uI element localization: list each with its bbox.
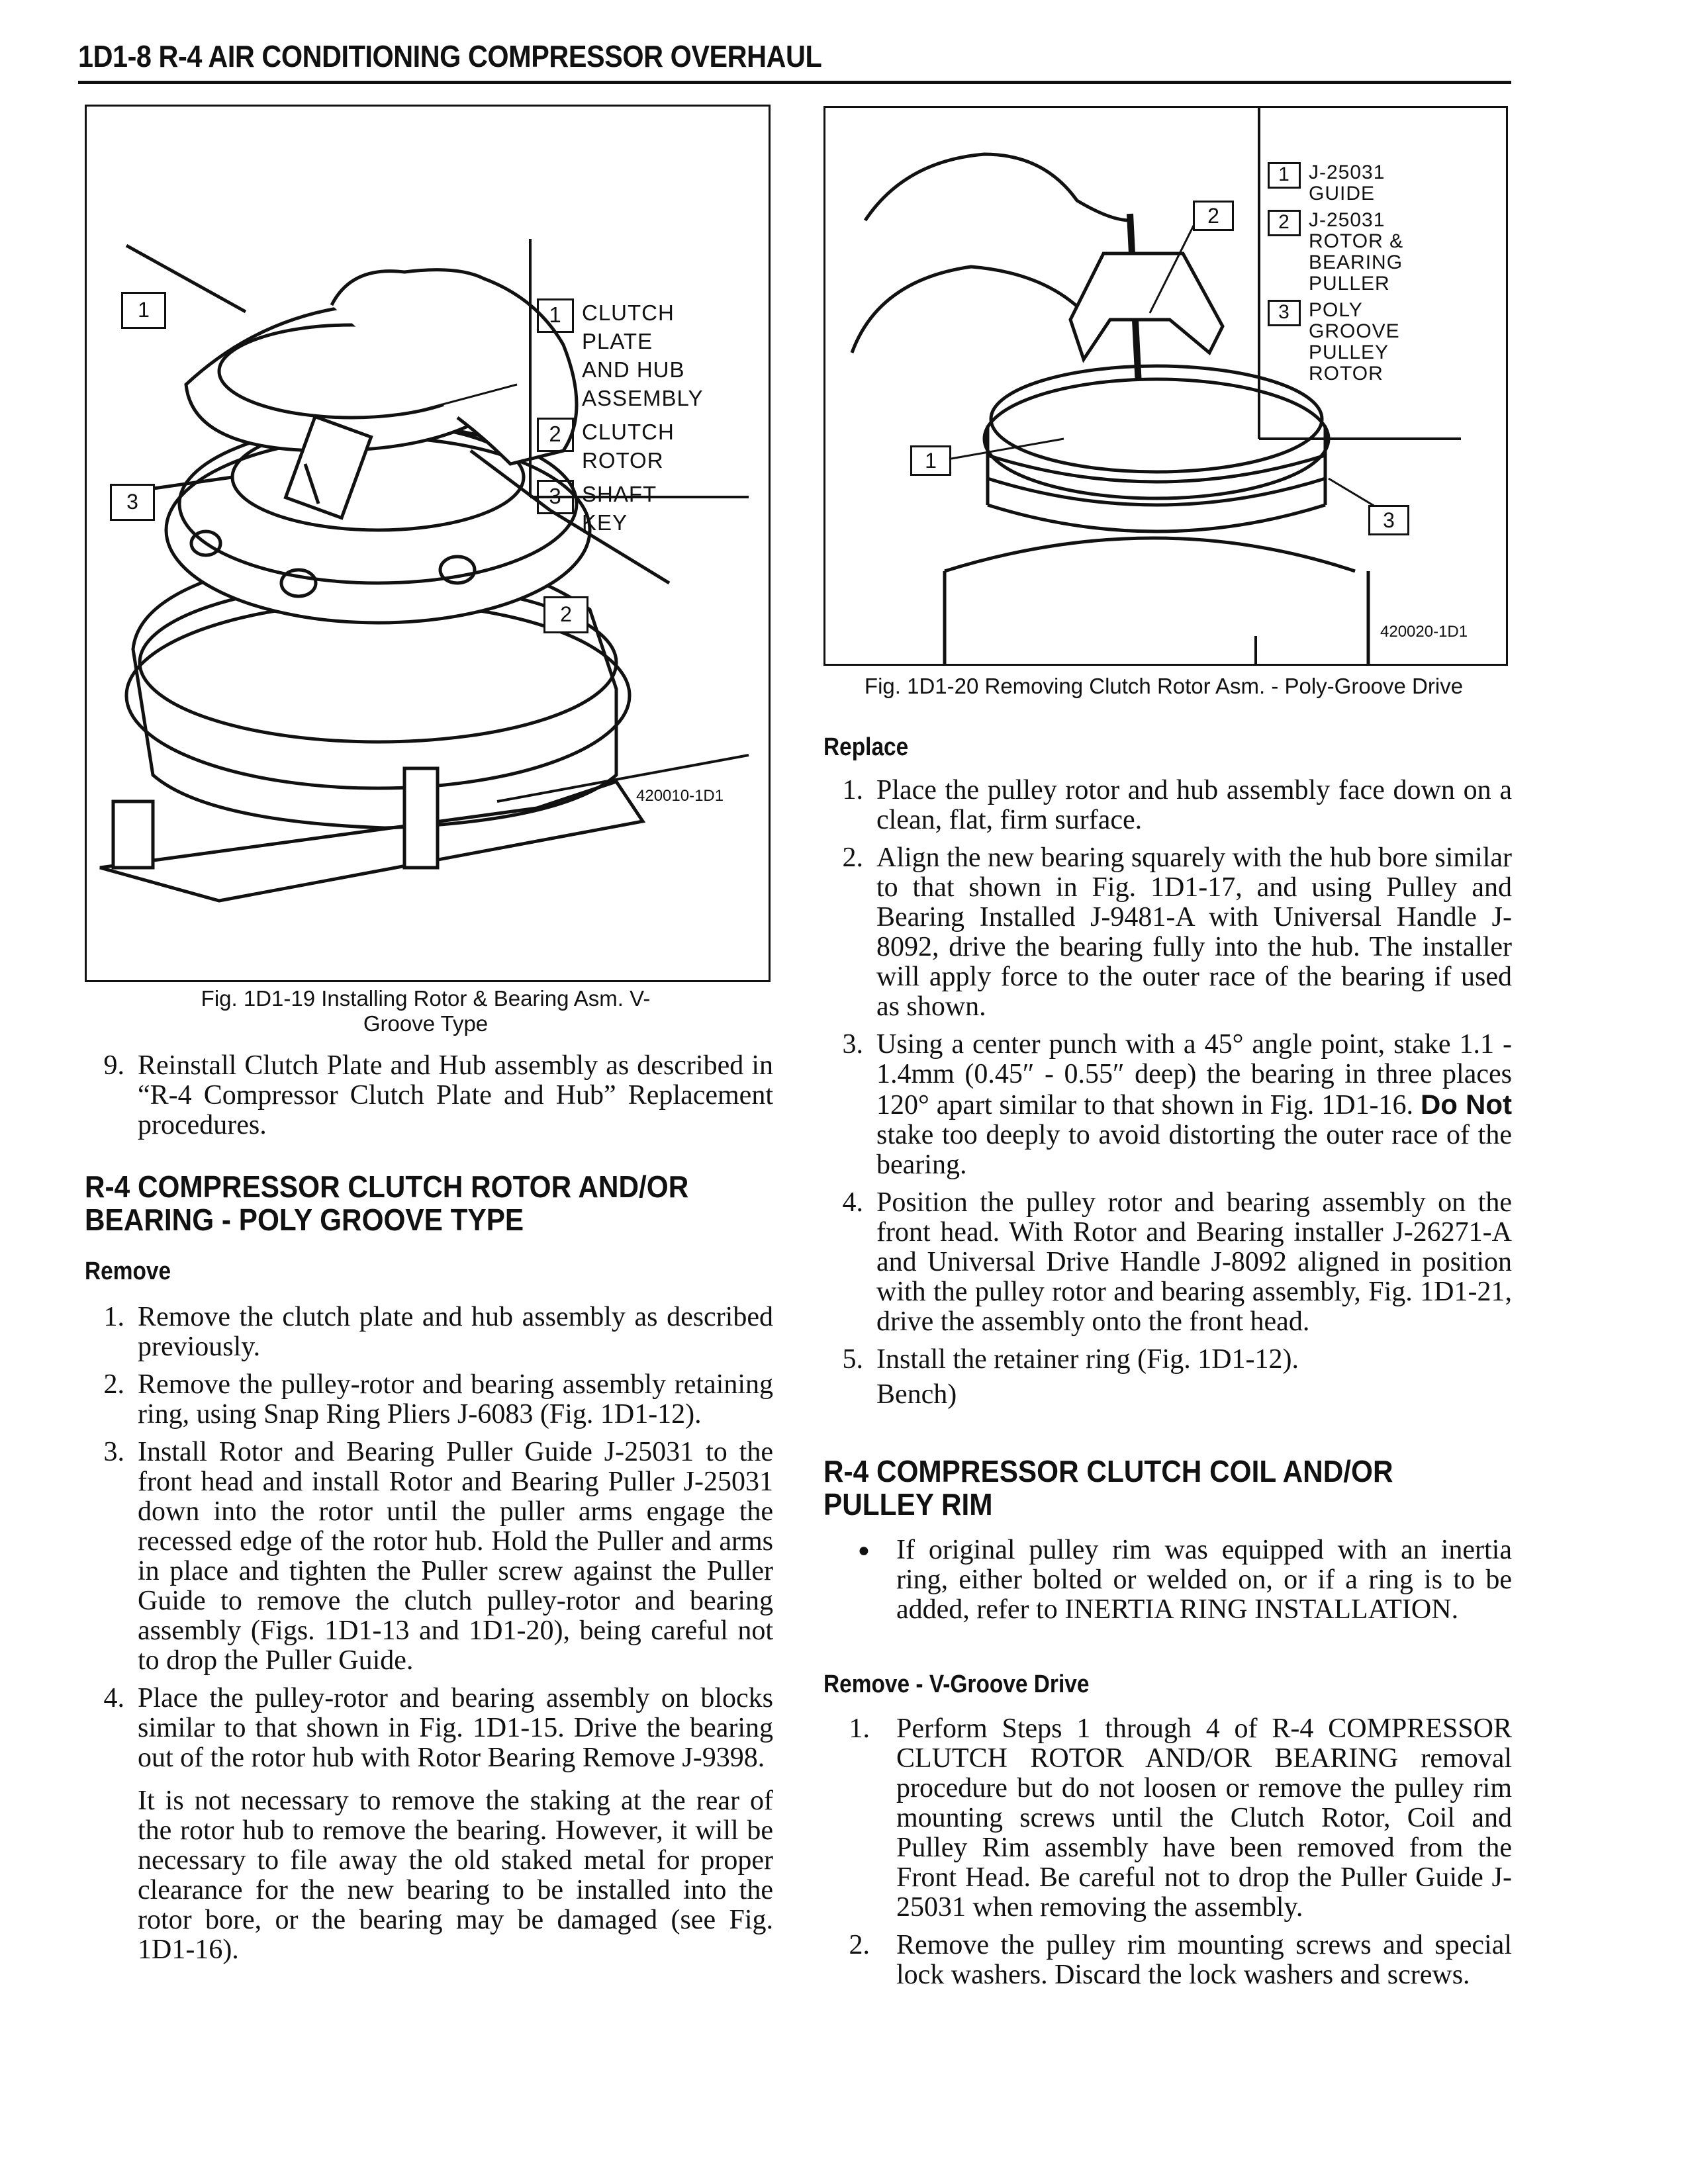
list-item: 4. Place the pulley-rotor and bearing assembly on blocks similar to that shown in Fig. 1D1-15. Drive the bearing out of the rotor hub with Rotor Bearing Remove J-9398.: [103, 1683, 773, 1773]
right-replace-heading: Replace: [823, 733, 909, 761]
left-remove-heading: Remove: [85, 1257, 171, 1285]
fig19-legend-item: 3 SHAFT KEY: [537, 480, 703, 537]
list-item: 2. Remove the pulley-rotor and bearing assembly retaining ring, using Snap Ring Pliers J-6083 (Fig. 1D1-12).: [103, 1369, 773, 1430]
list-item: 3. Using a center punch with a 45° angle point, stake 1.1 - 1.4mm (0.45″ - 0.55″ deep) the bearing in three places 120° apart similar to that shown in Fig. 1D1-16. Do Not stake too deeply to avoid distorting the outer race of the bearing.: [842, 1029, 1512, 1180]
note: It is not necessary to remove the staking at the rear of the rotor hub to remove the bearing. However, it will be necessary to file away the old staked metal for proper clearance for the new bearing to be installed into the rotor bore, or the bearing may be damaged (see Fig. 1D1-16).: [138, 1786, 773, 1965]
list-item: 2. Remove the pulley rim mounting screws and special lock washers. Discard the lock washers and screws.: [849, 1930, 1512, 1990]
left-section-heading: R-4 COMPRESSOR CLUTCH ROTOR AND/OR BEARING - POLY GROOVE TYPE: [85, 1169, 689, 1237]
fig20-legend-item: 2 J-25031 ROTOR & BEARING PULLER: [1268, 210, 1403, 295]
left-step-9: [85, 1051, 773, 1148]
fig20-legend: [1268, 162, 1403, 390]
fig19-legend-item: 1 CLUTCH PLATE AND HUB ASSEMBLY: [537, 298, 703, 412]
fig19-callout-2: 2: [543, 596, 588, 633]
right-remove-steps: [823, 1714, 1512, 1998]
fig20-callout-2: 2: [1193, 201, 1234, 231]
puller-illustration: [825, 108, 1506, 664]
list-item: 9. Reinstall Clutch Plate and Hub assembly as described in “R-4 Compressor Clutch Plate and Hub” Replacement procedures.: [103, 1050, 773, 1140]
right-replace-steps: [823, 776, 1512, 1418]
fig20-id: 420020-1D1: [1380, 623, 1468, 641]
list-item: ● If original pulley rim was equipped with an inertia ring, either bolted or welded on, or if a ring is to be added, refer to INERTIA RING INSTALLATION.: [857, 1535, 1512, 1625]
fig19-legend: [537, 298, 703, 542]
header-title: 1D1-8 R-4 AIR CONDITIONING COMPRESSOR OVERHAUL: [78, 39, 822, 73]
list-item: 2. Align the new bearing squarely with the hub bore similar to that shown in Fig. 1D1-17, and using Pulley and Bearing Installed J-9481-A with Universal Handle J-8092, drive the bearing fully into the hub. The installer will apply force to the outer race of the bearing if used as shown.: [842, 842, 1512, 1022]
fig19-id: 420010-1D1: [636, 787, 724, 805]
fig20-callout-1: 1: [910, 445, 951, 476]
figure-1d1-19: [85, 105, 771, 982]
fig20-callout-3: 3: [1368, 505, 1409, 535]
right-remove-heading: Remove - V-Groove Drive: [823, 1670, 1090, 1698]
fig20-caption: Fig. 1D1-20 Removing Clutch Rotor Asm. - Poly-Groove Drive: [864, 674, 1464, 698]
list-item: 1. Perform Steps 1 through 4 of R-4 COMPRESSOR CLUTCH ROTOR AND/OR BEARING removal procedure but do not loosen or remove the pulley rim mounting screws until the Clutch Rotor, Coil and Pulley Rim assembly have been removed from the Front Head. Be careful not to drop the Puller Guide J-25031 when removing the assembly.: [849, 1713, 1512, 1923]
right-bullet: [823, 1535, 1512, 1633]
fig19-callout-3: 3: [110, 484, 155, 521]
fig20-legend-item: 3 POLY GROOVE PULLEY ROTOR: [1268, 300, 1403, 385]
fig19-callout-1: 1: [121, 292, 166, 329]
list-item: 4. Position the pulley rotor and bearing assembly on the front head. With Rotor and Bearing installer J-26271-A and Universal Drive Handle J-8092 aligned in position with the pulley rotor and bearing assembly, Fig. 1D1-21, drive the assembly onto the front head.: [842, 1187, 1512, 1337]
figure-1d1-20: [823, 106, 1508, 666]
fig19-legend-item: 2 CLUTCH ROTOR: [537, 418, 703, 475]
page-header: [78, 34, 1511, 84]
left-remove-steps: [85, 1302, 773, 1973]
list-item: 1. Remove the clutch plate and hub assembly as described previously.: [103, 1302, 773, 1362]
list-item: 5. Install the retainer ring (Fig. 1D1-12).: [842, 1344, 1299, 1375]
fig20-legend-item: 1 J-25031 GUIDE: [1268, 162, 1403, 205]
right-section-heading: R-4 COMPRESSOR CLUTCH COIL AND/OR PULLEY RIM: [823, 1454, 1393, 1522]
list-item: 1. Place the pulley rotor and hub assembly face down on a clean, flat, firm surface.: [842, 775, 1512, 835]
bench-note: Bench): [876, 1379, 957, 1410]
list-item: 3. Install Rotor and Bearing Puller Guide J-25031 to the front head and install Rotor and Bearing Puller J-25031 down into the rotor until the puller arms engage the recessed edge of the rotor hub. Hold the Puller and arms in place and tighten the Puller screw against the Puller Guide to remove the clutch pulley-rotor and bearing assembly (Figs. 1D1-13 and 1D1-20), being careful not to drop the Puller Guide.: [103, 1437, 773, 1676]
compressor-clutch-illustration: [87, 107, 769, 980]
fig19-caption: Fig. 1D1-19 Installing Rotor & Bearing Asm. V-Groove Type: [201, 986, 651, 1036]
